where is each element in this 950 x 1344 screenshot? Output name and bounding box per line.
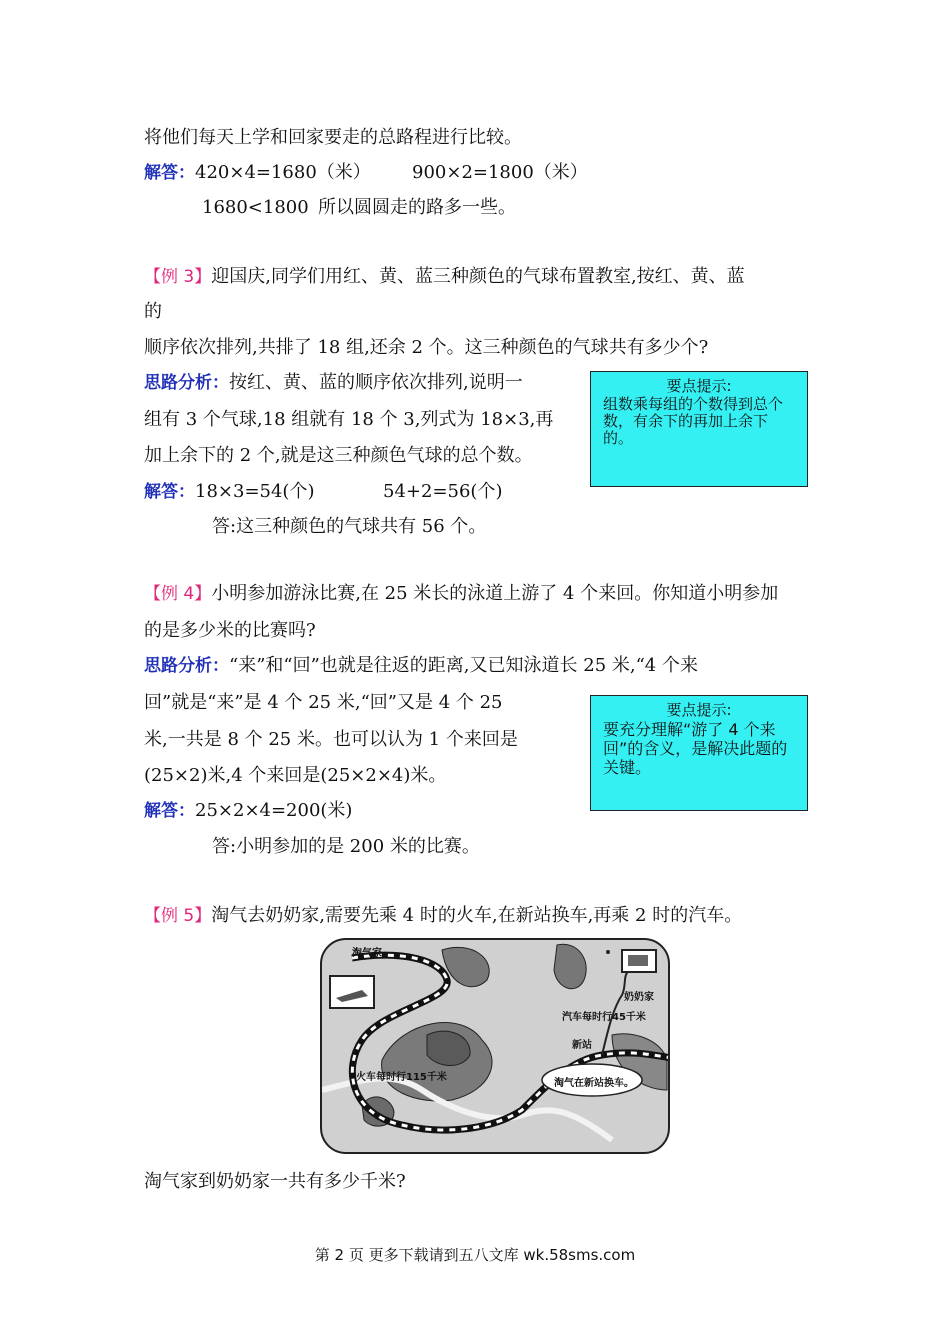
page-footer: 第 2 页 更多下载请到五八文库 wk.58sms.com [314,1246,636,1264]
conclusion-a: 1680<1800 [202,197,309,218]
example-3-analysis [144,371,523,395]
route-map [320,938,670,1154]
answer-a: 420×4=1680（米） [195,162,371,183]
map-illustration [322,940,670,1154]
example-4-question [144,582,778,606]
example-3-answer [144,480,314,504]
answer-label: 解答： [144,163,195,183]
example-3-s1: 18×3=54(个) [195,481,315,502]
hint-body: 要充分理解“游了 4 个来回”的含义，是解决此题的关键。 [603,720,788,777]
example-5-tag: 【例 5】 [144,906,212,926]
example-3-a1: 按红、黄、蓝的顺序依次排列,说明一 [229,372,523,393]
example-4-final: 答:小明参加的是 200 米的比赛。 [212,836,480,857]
answer-label: 解答： [144,482,195,502]
example-3-q2: 顺序依次排列,共排了 18 组,还余 2 个。这三种颜色的气球共有多少个? [144,337,709,358]
map-label-bus-speed: 汽车每时行45千米 [562,1012,646,1023]
example-4-a1: “来”和“回”也就是往返的距离,又已知泳道长 25 米,“4 个来 [229,655,698,676]
example-4-s1: 25×2×4=200(米) [195,800,353,821]
map-label-transfer: 淘气在新站换车。 [554,1078,634,1089]
example-4-a3: 米,一共是 8 个 25 米。也可以认为 1 个来回是 [144,729,518,750]
example-3-q1: 迎国庆,同学们用红、黄、蓝三种颜色的气球布置教室,按红、黄、蓝 [211,266,745,287]
example-5-followup: 淘气家到奶奶家一共有多少千米? [144,1171,406,1192]
example-3-s2: 54+2=56(个) [383,481,503,502]
example-4-q1: 小明参加游泳比赛,在 25 米长的泳道上游了 4 个来回。你知道小明参加 [211,583,779,604]
hint-body: 组数乘每组的个数得到总个数，有余下的再加上余下的。 [603,395,784,447]
map-label-train-speed: 火车每时行115千米 [356,1072,447,1083]
example-3-a2: 组有 3 个气球,18 组就有 18 个 3,列式为 18×3,再 [144,409,554,430]
analysis-label: 思路分析： [144,656,229,676]
map-label-station: 新站 [572,1040,592,1051]
example-4-tag: 【例 4】 [144,584,212,604]
text-line: 将他们每天上学和回家要走的总路程进行比较。 [144,127,522,148]
example-4-a2: 回”就是“来”是 4 个 25 米,“回”又是 4 个 25 [144,692,503,713]
analysis-label: 思路分析： [144,373,229,393]
example-3-a3: 加上余下的 2 个,就是这三种颜色气球的总个数。 [144,445,533,466]
map-label-home: 淘气家 [352,948,382,959]
example-5-question [144,904,742,928]
example-3-q1b: 的 [144,301,162,322]
example-4-answer [144,799,352,823]
example-4-a4: (25×2)米,4 个来回是(25×2×4)米。 [144,765,447,786]
map-label-grandma: 奶奶家 [624,992,654,1003]
hint-title: 要点提示: [666,701,732,719]
hint-title: 要点提示: [666,377,732,395]
answer-b: 900×2=1800（米） [412,162,588,183]
answer-label: 解答： [144,801,195,821]
example-3-tag: 【例 3】 [144,267,212,287]
example-4-analysis [144,654,698,678]
answer-line [144,161,371,185]
hint-box [590,371,808,487]
conclusion-b: 所以圆圆走的路多一些。 [318,197,516,218]
example-5-q1: 淘气去奶奶家,需要先乘 4 时的火车,在新站换车,再乘 2 时的汽车。 [211,905,743,926]
example-4-q2: 的是多少米的比赛吗? [144,620,316,641]
example-3-question [144,265,745,289]
hint-box [590,695,808,811]
example-3-final: 答:这三种颜色的气球共有 56 个。 [212,516,487,537]
